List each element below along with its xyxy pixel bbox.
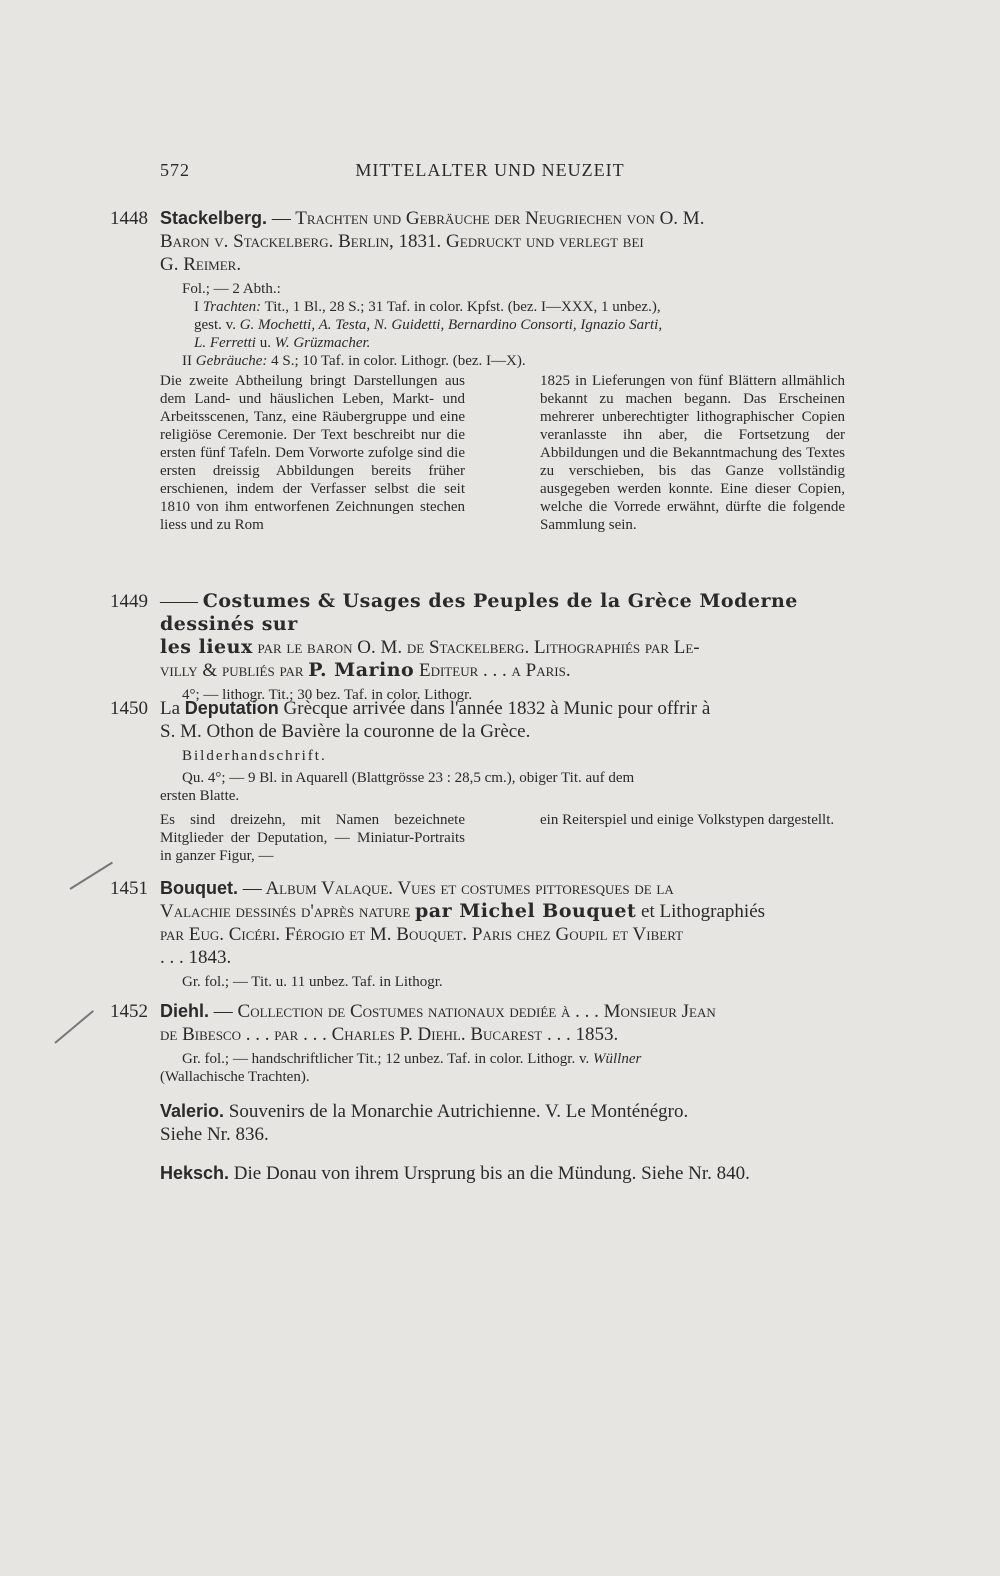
- entry-number: 1452: [110, 1001, 148, 1022]
- entry-format: (Wallachische Trachten).: [160, 1069, 310, 1085]
- lithographer-name: Wüllner: [592, 1051, 642, 1067]
- entry-dash: ——: [160, 591, 198, 612]
- entry-1448: [110, 207, 845, 534]
- part-text: u.: [255, 335, 275, 351]
- part-text: Tit., 1 Bl., 28 S.; 31 Taf. in color. Kpfst. (bez. I—XXX, 1 unbez.),: [261, 299, 661, 315]
- pencil-mark-icon: [54, 1010, 94, 1044]
- entry-number: 1448: [110, 208, 148, 229]
- entry-author: Bouquet.: [160, 878, 238, 898]
- entry-format: 4°; — lithogr. Tit.; 30 bez. Taf. in color. Lithogr.: [182, 687, 473, 703]
- part-title: Trachten:: [202, 299, 262, 315]
- part-text: gest. v.: [194, 317, 240, 333]
- entry-text: Souvenirs de la Monarchie Autrichienne. V. Le Monténégro.: [224, 1101, 689, 1122]
- entry-title-line: — Trachten und Gebräuche der Neugriechen von O. M.: [267, 208, 705, 229]
- entry-format: Fol.; — 2 Abth.:: [182, 281, 281, 297]
- part-ii: [160, 352, 845, 370]
- note-left: Die zweite Abtheilung bringt Darstellungen aus dem Land- und häuslichen Leben, Markt- und Arbeitsscenen, Tanz, eine Räubergruppe und eine religiöse Ceremonie. Der Text beschreibt nur die ersten fünf Tafeln. Dem Vorworte zufolge sind die ersten dreissig Abbildungen bereits früher erschienen, indem der Verfasser selbst die seit 1810 von ihm entworfenen Zeichnungen stechen liess und zu Rom: [160, 373, 465, 533]
- entry-author: Deputation: [184, 698, 279, 718]
- entry-author: Diehl.: [160, 1001, 210, 1021]
- entry-format: Gr. fol.; — Tit. u. 11 unbez. Taf. in Lithogr.: [182, 974, 443, 990]
- pencil-mark-icon: [69, 862, 112, 890]
- part-i: [160, 298, 845, 316]
- note-right: 1825 in Lieferungen von fünf Blättern allmählich bekannt zu machen begann. Das Erscheinen mehrerer unberechtigter lithographischer Copien veranlasste ihn aber, die Fortsetzung der Abbildungen und die Bekanntmachung des Textes zu verschieben, bis das Ganze vollständig ausgegeben werden konnte. Eine dieser Copien, welche die Vorrede erwähnt, dürfte die folgende Sammlung sein.: [540, 373, 845, 533]
- page-number: 572: [160, 160, 190, 180]
- entry-1452: [110, 1000, 845, 1086]
- entry-1450: [110, 697, 845, 865]
- entry-author: Stackelberg.: [160, 208, 268, 228]
- entry-title-line: . . . 1843.: [160, 947, 232, 968]
- entry-format: Qu. 4°; — 9 Bl. in Aquarell (Blattgrösse 23 : 28,5 cm.), obiger Tit. auf dem: [182, 770, 635, 786]
- entry-title-line: — Collection de Costumes nationaux dediée à . . . Monsieur Jean: [209, 1001, 716, 1022]
- entry-kind: Bilderhandschrift.: [182, 748, 327, 764]
- entry-title-line: Valachie dessinés d'après nature: [160, 901, 415, 922]
- entry-title-line: par le baron O. M. de Stackelberg. Lithographiés par Le-: [252, 637, 700, 658]
- engraver-names: L. Ferretti: [194, 335, 256, 351]
- entry-author: Valerio.: [160, 1101, 225, 1121]
- entry-1451: [110, 877, 845, 991]
- entry-title-line: Editeur . . . a Paris.: [414, 660, 571, 681]
- running-title: MITTELALTER UND NEUZEIT: [355, 160, 625, 180]
- entry-title-line: par Eug. Cicéri. Férogio et M. Bouquet. Paris chez Goupil et Vibert: [160, 924, 684, 945]
- entry-title-line: S. M. Othon de Bavière la couronne de la Grèce.: [160, 721, 531, 742]
- format-text: Gr. fol.; — handschriftlicher Tit.; 12 unbez. Taf. in color. Lithogr. v.: [182, 1051, 593, 1067]
- entry-valerio: [110, 1100, 845, 1146]
- entry-title-fraktur: P. Marino: [308, 659, 415, 681]
- entry-heksch: [110, 1162, 845, 1185]
- entry-title-line: Grècque arrivée dans l'année 1832 à Munic pour offrir à: [278, 698, 711, 719]
- entry-article: La: [160, 698, 185, 719]
- engraver-names: G. Mochetti, A. Testa, N. Guidetti, Bernardino Consorti, Ignazio Sarti,: [239, 317, 663, 333]
- engraver-names: W. Grüzmacher.: [274, 335, 371, 351]
- entry-text: Siehe Nr. 836.: [160, 1124, 269, 1145]
- entry-number: 1450: [110, 698, 148, 719]
- entry-number: 1451: [110, 878, 148, 899]
- part-label: I: [194, 299, 199, 315]
- entry-number: 1449: [110, 591, 148, 612]
- entry-format: ersten Blatte.: [160, 788, 240, 804]
- part-title: Gebräuche:: [195, 353, 268, 369]
- part-text: 4 S.; 10 Taf. in color. Lithogr. (bez. I—X).: [267, 353, 526, 369]
- entry-title-line: et Lithographiés: [636, 901, 766, 922]
- entry-title-fraktur: Costumes & Usages des Peuples de la Grèce Moderne dessinés sur: [160, 590, 798, 635]
- note-columns: [160, 811, 845, 865]
- entry-title-fraktur: les lieux: [160, 636, 253, 658]
- entry-title-line: villy & publiés par: [160, 660, 309, 681]
- entry-author: Heksch.: [160, 1163, 230, 1183]
- entry-title-line: G. Reimer.: [160, 254, 242, 275]
- entry-title-fraktur: par Michel Bouquet: [415, 900, 637, 922]
- note-columns: [160, 372, 845, 534]
- entry-text: Die Donau von ihrem Ursprung bis an die Mündung. Siehe Nr. 840.: [229, 1163, 750, 1184]
- note-right: ein Reiterspiel und einige Volkstypen dargestellt.: [540, 812, 835, 828]
- entry-title-line: — Album Valaque. Vues et costumes pittoresques de la: [238, 878, 674, 899]
- part-label: II: [182, 353, 192, 369]
- part-i-engravers: [160, 316, 845, 334]
- note-left: Es sind dreizehn, mit Namen bezeichnete Mitglieder der Deputation, — Miniatur-Portraits in ganzer Figur, —: [160, 812, 465, 864]
- entry-1449: [110, 590, 845, 704]
- entry-title-line: Baron v. Stackelberg. Berlin, 1831. Gedruckt und verlegt bei: [160, 231, 644, 252]
- entry-format: [160, 1050, 845, 1068]
- entry-title-line: de Bibesco . . . par . . . Charles P. Diehl. Bucarest . . . 1853.: [160, 1024, 619, 1045]
- part-i-engravers-2: [160, 334, 845, 352]
